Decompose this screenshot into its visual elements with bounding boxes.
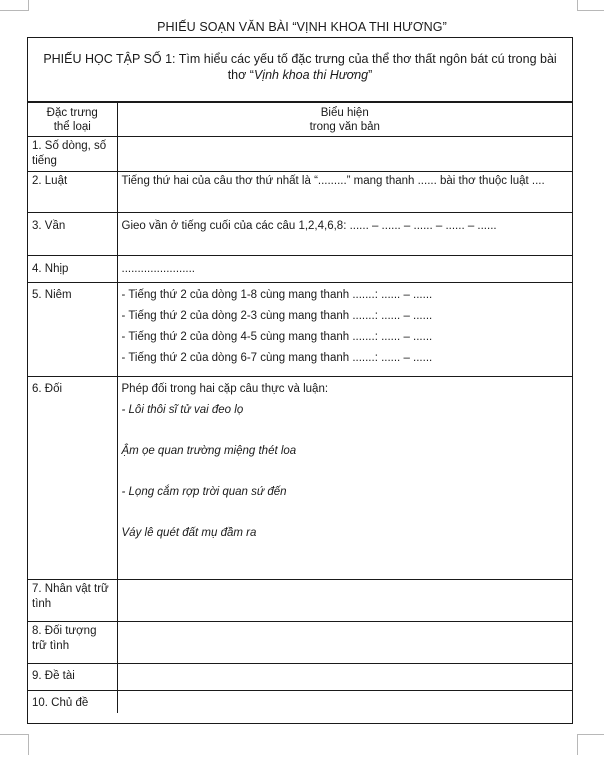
crop-mark-top-left bbox=[0, 0, 29, 11]
table-row bbox=[28, 622, 572, 664]
answer-cell[interactable] bbox=[117, 377, 572, 580]
table-row bbox=[28, 283, 572, 377]
document-title: PHIẾU SOẠN VĂN BÀI “VỊNH KHOA THI HƯƠNG” bbox=[157, 20, 447, 34]
answer-cell[interactable] bbox=[117, 622, 572, 664]
list-item: - Tiếng thứ 2 của dòng 4-5 cùng mang thanh .......: ...... – ...... bbox=[121, 331, 433, 343]
answer-cell[interactable]: Gieo vần ở tiếng cuối của các câu 1,2,4,6,8: ...... – ...... – ...... – ...... – ...... bbox=[117, 213, 572, 256]
worksheet bbox=[27, 37, 573, 724]
table-row bbox=[28, 691, 572, 714]
header-feature: Đặc trưng thể loại bbox=[28, 103, 117, 137]
answer-cell[interactable]: Tiếng thứ hai của câu thơ thứ nhất là “.........” mang thanh ...... bài thơ thuộc luật .... bbox=[117, 172, 572, 213]
feature-cell: 6. Đối bbox=[28, 377, 117, 580]
poem-line: Ậm ọe quan trường miệng thét loa bbox=[121, 445, 297, 457]
worksheet-title-line1: PHIẾU HỌC TẬP SỐ 1: Tìm hiểu các yếu tố đặc trưng của thể thơ thất ngôn bát cú trong bài bbox=[43, 52, 557, 66]
poem-line: - Lôi thôi sĩ tử vai đeo lọ bbox=[121, 404, 244, 416]
header-evidence: Biểu hiện trong văn bản bbox=[117, 103, 572, 137]
answer-cell[interactable] bbox=[117, 137, 572, 172]
feature-table bbox=[28, 102, 572, 713]
table-header-row bbox=[28, 103, 572, 137]
answer-cell[interactable] bbox=[117, 283, 572, 377]
poem-name: Vịnh khoa thi Hương bbox=[253, 68, 369, 82]
answer-cell[interactable] bbox=[117, 691, 572, 714]
worksheet-title bbox=[28, 38, 572, 102]
answer-cell[interactable] bbox=[117, 580, 572, 622]
feature-cell: 4. Nhịp bbox=[28, 256, 117, 283]
feature-cell: 9. Đề tài bbox=[28, 664, 117, 691]
poem-line: - Lọng cắm rợp trời quan sứ đến bbox=[121, 486, 287, 498]
poem-line: Váy lê quét đất mụ đầm ra bbox=[121, 527, 257, 539]
answer-cell[interactable]: ....................... bbox=[117, 256, 572, 283]
feature-cell: 10. Chủ đề bbox=[28, 691, 117, 714]
parallelism-intro: Phép đối trong hai cặp câu thực và luận: bbox=[121, 383, 329, 395]
feature-cell: 8. Đối tượng trữ tình bbox=[28, 622, 117, 664]
feature-cell: 1. Số dòng, số tiếng bbox=[28, 137, 117, 172]
table-row bbox=[28, 256, 572, 283]
list-item: - Tiếng thứ 2 của dòng 6-7 cùng mang thanh .......: ...... – ...... bbox=[121, 352, 433, 364]
table-row bbox=[28, 213, 572, 256]
feature-cell: 3. Vần bbox=[28, 213, 117, 256]
feature-cell: 2. Luật bbox=[28, 172, 117, 213]
list-item: - Tiếng thứ 2 của dòng 1-8 cùng mang thanh .......: ...... – ...... bbox=[121, 289, 433, 301]
crop-mark-bottom-left bbox=[0, 734, 29, 755]
feature-cell: 5. Niêm bbox=[28, 283, 117, 377]
table-row bbox=[28, 172, 572, 213]
table-row bbox=[28, 580, 572, 622]
table-row bbox=[28, 137, 572, 172]
crop-mark-bottom-right bbox=[577, 734, 604, 755]
crop-mark-top-right bbox=[577, 0, 604, 11]
feature-cell: 7. Nhân vật trữ tình bbox=[28, 580, 117, 622]
answer-cell[interactable] bbox=[117, 664, 572, 691]
table-row bbox=[28, 664, 572, 691]
worksheet-title-line2: thơ “Vịnh khoa thi Hương” bbox=[227, 68, 373, 82]
list-item: - Tiếng thứ 2 của dòng 2-3 cùng mang thanh .......: ...... – ...... bbox=[121, 310, 433, 322]
table-row bbox=[28, 377, 572, 580]
